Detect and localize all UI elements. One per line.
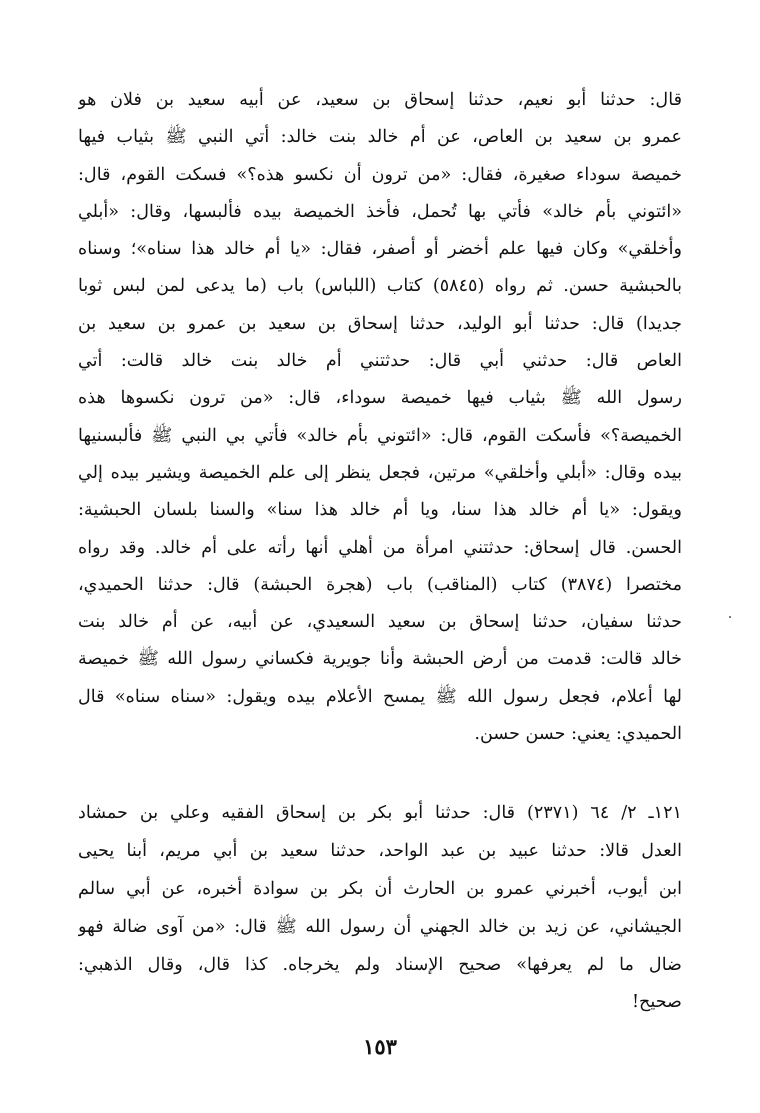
text-line: ويقول: «يا أم خالد هذا سنا، ويا أم خالد هذا سنا» والسنا بلسان الحبشية: [78, 500, 682, 521]
page-number: ١٥٣ [363, 1034, 397, 1059]
text-line: وأخلقي» وكان فيها علم أخضر أو أصفر، فقال: «يا أم خالد هذا سناه»؛ وسناه [78, 239, 682, 260]
text-line: جديدا) قال: حدثنا أبو الوليد، حدثنا إسحاق بن سعيد بن عمرو بن سعيد بن [78, 313, 682, 334]
paragraph-hadith-commentary [78, 82, 682, 753]
paragraph-spacer [78, 753, 682, 795]
text-line: الجيشاني، عن زيد بن خالد الجهني أن رسول الله ﷺ قال: «من آوى ضالة فهو [78, 916, 682, 937]
text-line: العاص قال: حدثني أبي قال: حدثتني أم خالد بنت خالد قالت: أتي [78, 351, 682, 372]
text-line: خميصة سوداء صغيرة، فقال: «من ترون أن نكسو هذه؟» فسكت القوم، قال: [78, 164, 682, 185]
text-line: بالحبشية حسن. ثم رواه (٥٨٤٥) كتاب (اللباس) باب (ما يدعى لمن لبس ثوبا [78, 276, 682, 297]
text-line: الخميصة؟» فأسكت القوم، قال: «ائتوني بأم خالد» فأتي بي النبي ﷺ فألبسنيها [78, 425, 682, 446]
paragraph-hadith-121 [78, 795, 682, 1022]
text-line: الحسن. قال إسحاق: حدثتني امرأة من أهلي أنها رأته على أم خالد. وقد رواه [78, 537, 682, 558]
text-line: «ائتوني بأم خالد» فأتي بها تُحمل، فأخذ الخميصة بيده فألبسها، وقال: «أبلي [78, 201, 682, 222]
text-line: مختصرا (٣٨٧٤) كتاب (المناقب) باب (هجرة الحبشة) قال: حدثنا الحميدي، [78, 574, 682, 595]
text-line: خالد قالت: قدمت من أرض الحبشة وأنا جويرية فكساني رسول الله ﷺ خميصة [78, 649, 682, 670]
text-line: قال: حدثنا أبو نعيم، حدثنا إسحاق بن سعيد، عن أبيه سعيد بن فلان هو [78, 90, 682, 110]
text-line: عمرو بن سعيد بن العاص، عن أم خالد بنت خالد: أتي النبي ﷺ بثياب فيها [78, 127, 682, 148]
text-line: لها أعلام، فجعل رسول الله ﷺ يمسح الأعلام بيده ويقول: «سناه سناه» قال [78, 686, 682, 707]
text-line: صحيح! [631, 992, 682, 1013]
text-line: ابن أيوب، أخبرني عمرو بن الحارث أن بكر بن سوادة أخبره، عن أبي سالم [78, 878, 682, 899]
text-line: بيده وقال: «أبلي وأخلقي» مرتين، فجعل ينظر إلى علم الخميصة ويشير بيده إلي [78, 462, 682, 483]
text-line: ١٢١ـ ٢/ ٦٤ (٢٣٧١) قال: حدثنا أبو بكر بن إسحاق الفقيه وعلي بن حمشاد [78, 803, 682, 824]
text-line: العدل قالا: حدثنا عبيد بن عبد الواحد، حدثنا سعيد بن أبي مريم، أبنا يحيى [78, 841, 682, 862]
text-line: حدثنا سفيان، حدثنا إسحاق بن سعيد السعيدي، عن أبيه، عن أم خالد بنت [78, 612, 682, 633]
scan-speck [729, 616, 731, 618]
page-body [78, 82, 682, 1022]
text-line: الحميدي: يعني: حسن حسن. [474, 724, 682, 745]
text-line: رسول الله ﷺ بثياب فيها خميصة سوداء، قال: «من ترون نكسوها هذه [78, 388, 682, 409]
text-line: ضال ما لم يعرفها» صحيح الإسناد ولم يخرجاه. كذا قال، وقال الذهبي: [78, 954, 682, 975]
